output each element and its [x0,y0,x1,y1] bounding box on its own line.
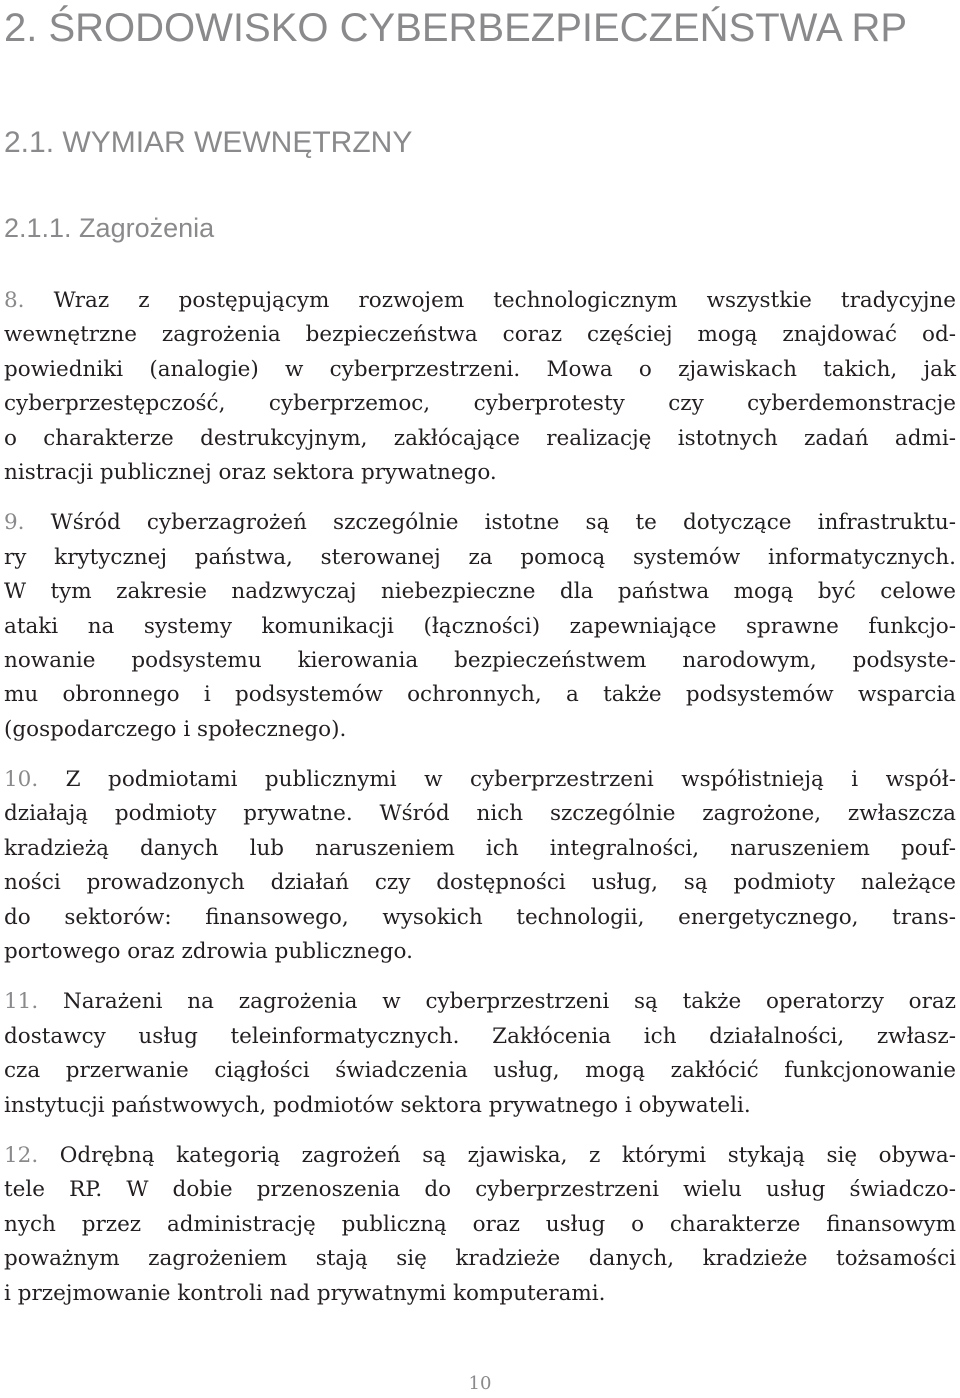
paragraph-line: nistracji publicznej oraz sektora prywatnego. [4,459,497,485]
paragraph-line: poważnym zagrożeniem stają się kradzieże danych, kradzieże tożsamości [4,1246,956,1272]
chapter-title: 2. ŚRODOWISKO CYBERBEZPIECZEŃSTWA RP [4,6,908,50]
paragraph-line-text: Z podmiotami publicznymi w cyberprzestrzeni współistnieją i współ- [38,767,956,793]
paragraph-line: o charakterze destrukcyjnym, zakłócające realizację istotnych zadań admi- [4,425,956,451]
paragraph-line [4,763,956,797]
paragraph-line: cza przerwanie ciągłości świadczenia usług, mogą zakłócić funkcjonowanie [4,1058,956,1084]
paragraph-line: ności prowadzonych działań czy dostępności usług, są podmioty należące [4,870,956,896]
paragraph-8 [4,284,956,490]
paragraph-line: mu obronnego i podsystemów ochronnych, a także podsystemów wsparcia [4,682,956,708]
paragraph-line [4,1139,956,1173]
paragraph-line: cyberprzestępczość, cyberprzemoc, cyberprotesty czy cyberdemonstracje [4,391,956,417]
paragraph-12 [4,1139,956,1311]
paragraph-line [4,284,956,318]
paragraph-10 [4,763,956,969]
paragraph-number: 12. [4,1142,39,1168]
paragraph-line-text: Narażeni na zagrożenia w cyberprzestrzeni są także operatorzy oraz [38,989,956,1015]
paragraph-line: kradzieżą danych lub naruszeniem ich integralności, naruszeniem pouf- [4,835,956,861]
paragraph-line: wewnętrzne zagrożenia bezpieczeństwa coraz częściej mogą znajdować od- [4,322,956,348]
paragraph-line: portowego oraz zdrowia publicznego. [4,939,413,965]
paragraph-line: do sektorów: finansowego, wysokich technologii, energetycznego, trans- [4,904,956,930]
paragraph-line: ry krytycznej państwa, sterowanej za pomocą systemów informatycznych. [4,544,956,570]
paragraph-line-text: Wraz z postępującym rozwojem technologicznym wszystkie tradycyjne [24,288,956,313]
paragraph-number: 8. [4,288,25,313]
paragraph-line: (gospodarczego i społecznego). [4,716,347,742]
paragraph-line: powiedniki (analogie) w cyberprzestrzeni. Mowa o zjawiskach takich, jak [4,356,956,382]
body-text [4,284,956,1327]
paragraph-line: i przejmowanie kontroli nad prywatnymi komputerami. [4,1280,606,1306]
paragraph-line: ataki na systemy komunikacji (łączności) zapewniające sprawne funkcjo- [4,613,956,639]
paragraph-line: tele RP. W dobie przenoszenia do cyberprzestrzeni wielu usług świadczo- [4,1177,956,1203]
paragraph-line: instytucji państwowych, podmiotów sektora prywatnego i obywateli. [4,1092,751,1118]
paragraph-11 [4,985,956,1123]
paragraph-line [4,985,956,1019]
paragraph-line: działają podmioty prywatne. Wśród nich szczególnie zagrożone, zwłaszcza [4,801,956,827]
page-number: 10 [468,1373,492,1394]
paragraph-number: 10. [4,767,39,793]
paragraph-number: 9. [4,510,25,536]
paragraph-line: nych przez administrację publiczną oraz usług o charakterze finansowym [4,1211,956,1237]
paragraph-line-text: Wśród cyberzagrożeń szczególnie istotne są te dotyczące infrastruktu- [24,510,956,536]
section-title: 2.1. WYMIAR WEWNĘTRZNY [4,126,413,159]
paragraph-line: dostawcy usług teleinformatycznych. Zakłócenia ich działalności, zwłasz- [4,1023,956,1049]
paragraph-9 [4,506,956,747]
paragraph-line-text: Odrębną kategorią zagrożeń są zjawiska, z którymi stykają się obywa- [38,1142,956,1168]
paragraph-line: W tym zakresie nadzwyczaj niebezpieczne dla państwa mogą być celowe [4,579,956,605]
subsection-title: 2.1.1. Zagrożenia [4,213,215,243]
paragraph-line: nowanie podsystemu kierowania bezpieczeństwem narodowym, podsyste- [4,647,956,673]
paragraph-number: 11. [4,989,39,1015]
paragraph-line [4,506,956,540]
